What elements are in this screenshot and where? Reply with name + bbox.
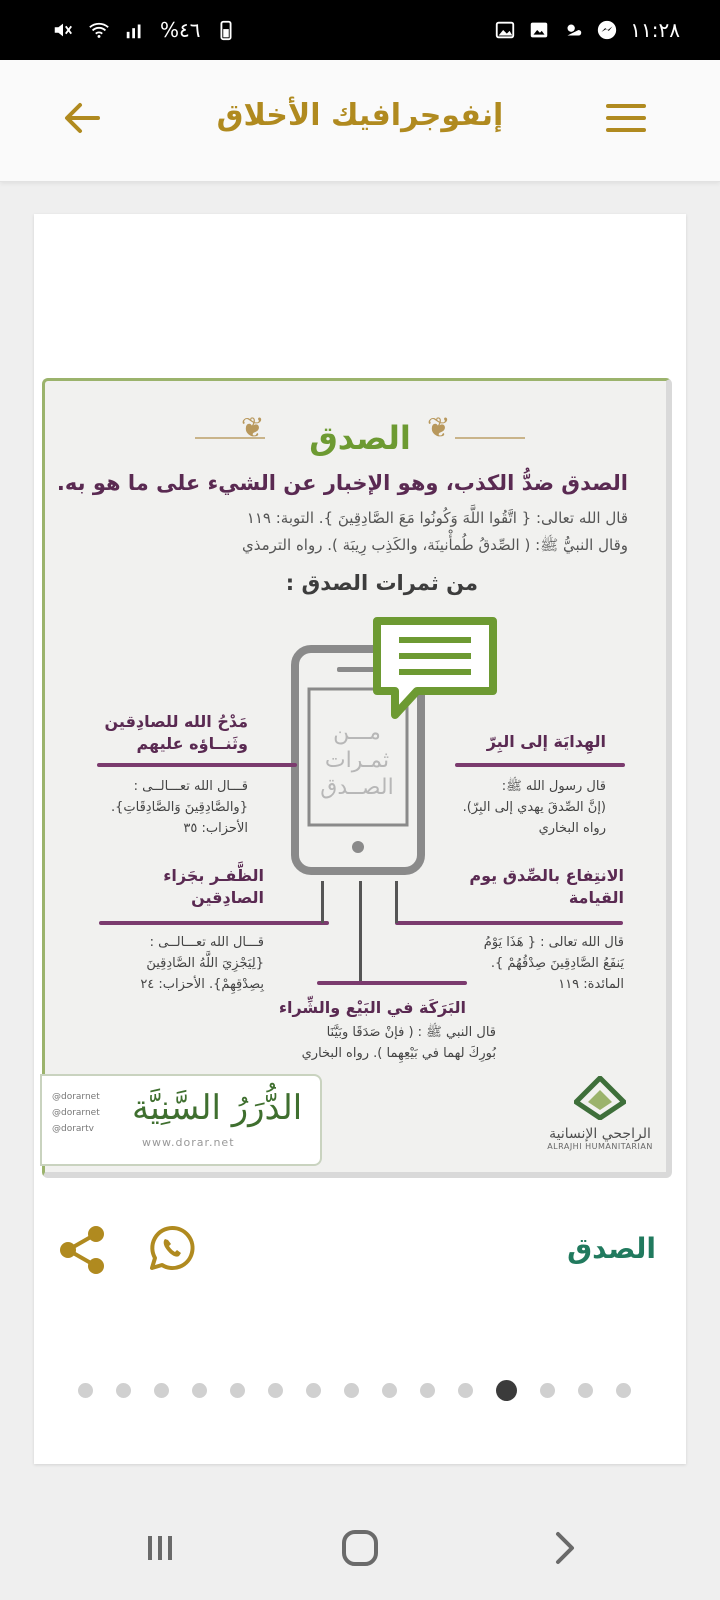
share-icon[interactable] <box>56 1224 108 1276</box>
fruit-heading-praise: مَدْحُ الله للصادِقين وثَنــاؤه عليهم <box>104 712 248 754</box>
connector-vertical <box>359 881 362 981</box>
weather-icon <box>562 19 584 41</box>
pager-dot[interactable] <box>540 1383 555 1398</box>
quran-quote: قال الله تعالى: { اتَّقُوا اللَّهَ وَكُونُوا مَعَ الصَّادِقِينَ }. التوبة: ١١٩ <box>246 509 628 527</box>
pager-dot[interactable] <box>116 1383 131 1398</box>
social-handle-facebook: @dorarnet <box>52 1107 100 1118</box>
social-handle-twitter: @dorarnet <box>52 1092 100 1102</box>
recent-apps-icon[interactable] <box>136 1524 184 1572</box>
pager-dot[interactable] <box>382 1383 397 1398</box>
pager-dot-active[interactable] <box>496 1380 517 1401</box>
phone-line-3: الصــدق <box>320 775 394 800</box>
infographic-title: الصدق <box>309 419 411 457</box>
status-time: ١١:٢٨ <box>630 18 680 42</box>
connector-line <box>455 763 625 767</box>
fruit-heading-reward: الظَّفـر بجَزاء الصادِقين <box>163 866 264 908</box>
ornament-right-icon: ❦ <box>427 411 451 444</box>
fruit-heading-judgment-day: الانتِفاع بالصِّدق يوم القيامة <box>469 866 624 908</box>
gallery-icon <box>494 19 516 41</box>
fruit-detail-judgment-day: قال الله تعالى : { هَذَا يَوْمُ يَنفَعُ الصَّادِقِينَ صِدْقُهُمْ }. المائدة: ١١٩ <box>483 935 624 992</box>
pager-dot[interactable] <box>154 1383 169 1398</box>
card-actions <box>34 1224 686 1294</box>
connector-vertical <box>321 881 324 923</box>
phone-line-1: مـــن <box>333 720 381 745</box>
pager-dot[interactable] <box>344 1383 359 1398</box>
fruit-detail-reward: قـــال الله تعـــالــى : {لِيَجْزِيَ اللَّهُ الصَّادِقِينَ بِصِدْقِهِمْ}. الأحزاب: ٢٤ <box>140 935 264 992</box>
status-right <box>494 18 680 42</box>
wifi-icon <box>88 19 110 41</box>
pager-dot[interactable] <box>420 1383 435 1398</box>
connector-vertical <box>395 881 398 923</box>
status-left <box>52 18 237 42</box>
connector-line <box>395 921 623 925</box>
alrajhi-logo <box>540 1076 660 1151</box>
connector-line <box>97 763 297 767</box>
pager-dot[interactable] <box>306 1383 321 1398</box>
dorar-logo <box>42 1076 320 1164</box>
fruits-subtitle: من ثمرات الصدق : <box>285 571 478 595</box>
mute-icon <box>52 19 74 41</box>
status-bar <box>0 0 720 60</box>
social-handles <box>52 1090 100 1137</box>
fruit-heading-blessing: البَرَكَة في البَيْع والشِّراء <box>278 998 466 1017</box>
app-bar <box>0 60 720 182</box>
dorar-url: www.dorar.net <box>142 1136 235 1149</box>
pager-dot[interactable] <box>78 1383 93 1398</box>
alrajhi-name-ar: الراجحي الإنسانية <box>549 1126 651 1142</box>
back-arrow-icon[interactable] <box>60 96 104 140</box>
pager-dot[interactable] <box>458 1383 473 1398</box>
fruit-detail-blessing: قال النبي ﷺ : ( فإنْ صَدَقَا وبَيَّنَا بُورِكَ لهما في بَيْعِهِما ). رواه البخاري <box>301 1025 496 1061</box>
pager-dot[interactable] <box>192 1383 207 1398</box>
social-handle-youtube: @dorartv <box>52 1123 94 1134</box>
signal-icon <box>124 19 146 41</box>
hadith-quote: وقال النبيُّ ﷺ: ( الصِّدقُ طُمأْنينَة، والكَذِب رِيبَة ). رواه الترمذي <box>241 536 628 554</box>
ornament-left-icon: ❦ <box>241 411 265 444</box>
page-title: إنفوجرافيك الأخلاق <box>216 98 504 133</box>
back-nav-icon[interactable] <box>540 1524 588 1572</box>
dorar-brand: الدُّرَرُ السَّنِيَّة <box>132 1088 303 1128</box>
menu-icon[interactable] <box>606 102 646 134</box>
fruit-detail-praise: قـــال الله تعـــالــى : {والصَّادِقِينَ وَالصَّادِقَاتِ}. الأحزاب: ٣٥ <box>110 779 248 836</box>
definition-text: الصدق ضدُّ الكذب، وهو الإخبار عن الشيء على ما هو به. <box>56 471 628 495</box>
home-icon[interactable] <box>336 1524 384 1572</box>
fruit-detail-guidance: قال رسول الله ﷺ: (إنَّ الصِّدقَ يهدي إلى البِرّ). رواه البخاري <box>462 779 606 836</box>
phone-line-2: ثمـرات <box>324 747 390 773</box>
chat-bubble-icon <box>371 615 501 725</box>
system-nav-bar <box>0 1494 720 1600</box>
alrajhi-name-en: ALRAJHI HUMANITARIAN <box>547 1142 653 1151</box>
pager-dot[interactable] <box>578 1383 593 1398</box>
battery-icon <box>215 19 237 41</box>
pager-dot[interactable] <box>268 1383 283 1398</box>
pager-dot[interactable] <box>230 1383 245 1398</box>
card-caption: الصدق <box>567 1232 656 1265</box>
connector-line <box>99 921 329 925</box>
image-icon <box>528 19 550 41</box>
battery-percent: %٤٦ <box>160 18 201 42</box>
infographic-card <box>34 214 686 1464</box>
pager-dots <box>78 1383 631 1401</box>
infographic-image[interactable] <box>42 378 672 1178</box>
alrajhi-logo-icon <box>574 1076 626 1120</box>
messenger-icon <box>596 19 618 41</box>
fruit-heading-guidance: الهِدايَة إلى البِرّ <box>486 732 606 751</box>
phone-screen-text <box>307 719 407 802</box>
whatsapp-icon[interactable] <box>148 1224 196 1272</box>
pager-dot[interactable] <box>616 1383 631 1398</box>
